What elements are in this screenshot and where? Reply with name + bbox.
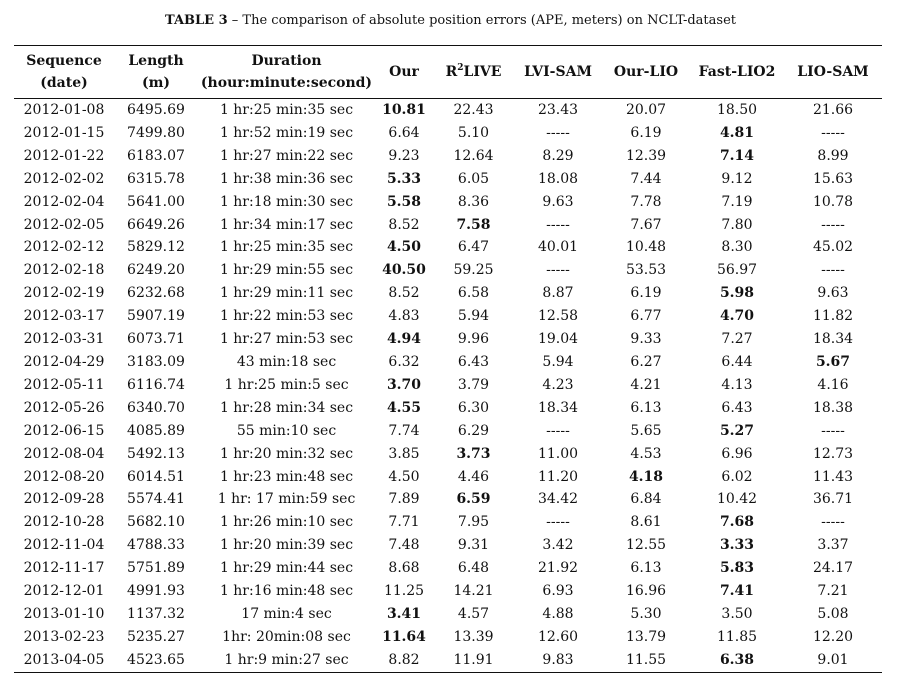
cell-lvi-sam: 4.23: [542, 376, 574, 393]
cell-duration: 17 min:4 sec: [241, 605, 332, 622]
cell-fast-lio2: 6.43: [721, 399, 753, 416]
cell-r2live: 12.64: [453, 147, 494, 164]
cell-duration: 1 hr:20 min:39 sec: [219, 537, 354, 554]
table-row: [14, 397, 882, 420]
cell-sequence: 2012-08-20: [23, 468, 105, 485]
cell-sequence: 2012-11-17: [23, 560, 105, 577]
table-row: [14, 214, 882, 237]
cell-lvi-sam: 9.63: [542, 193, 574, 210]
cell-our-lio: 11.55: [625, 651, 667, 668]
cell-fast-lio2: 7.27: [721, 331, 753, 348]
header-length: [114, 46, 198, 99]
cell-fast-lio2: 10.42: [716, 491, 758, 508]
cell-lio-sam: 9.01: [817, 651, 849, 668]
table-body: [14, 99, 882, 673]
table-header-row: [14, 46, 882, 99]
cell-sequence: 2012-05-26: [23, 399, 105, 416]
cell-lio-sam: 21.66: [812, 102, 854, 118]
table-row: [14, 99, 882, 122]
cell-our: 10.81: [382, 102, 426, 118]
header-length-line2: (m): [141, 75, 171, 91]
cell-length: 6014.51: [127, 468, 185, 485]
cell-our-lio: 9.33: [630, 331, 662, 348]
cell-lio-sam: 8.99: [817, 147, 849, 164]
cell-lvi-sam: 18.08: [537, 170, 579, 187]
cell-our-lio: 10.48: [625, 239, 667, 256]
cell-fast-lio2: 11.85: [716, 628, 758, 645]
header-r2live-base: R: [445, 64, 458, 80]
cell-fast-lio2: 5.27: [719, 422, 755, 439]
table-row: [14, 282, 882, 305]
cell-lvi-sam: 12.60: [537, 628, 579, 645]
cell-fast-lio2: 18.50: [716, 102, 758, 118]
table-row: [14, 374, 882, 397]
cell-our-lio: 5.65: [630, 422, 662, 439]
cell-lio-sam: 45.02: [812, 239, 854, 256]
cell-lvi-sam: 40.01: [537, 239, 579, 256]
cell-sequence: 2012-06-15: [23, 422, 105, 439]
cell-r2live: 7.58: [456, 216, 491, 233]
cell-duration: 1 hr:27 min:22 sec: [219, 147, 354, 164]
cell-our: 3.70: [386, 376, 422, 393]
cell-sequence: 2012-01-08: [23, 102, 105, 118]
cell-lvi-sam: 12.58: [537, 308, 579, 325]
ape-comparison-table: [14, 45, 882, 673]
cell-sequence: 2012-10-28: [23, 514, 105, 531]
cell-r2live: 4.46: [457, 468, 490, 485]
cell-our: 40.50: [382, 262, 426, 279]
cell-lio-sam: 15.63: [812, 170, 854, 187]
cell-sequence: 2012-03-31: [23, 331, 105, 348]
cell-length: 4991.93: [127, 583, 185, 600]
cell-sequence: 2012-05-11: [23, 376, 105, 393]
cell-lvi-sam: 6.93: [542, 583, 574, 600]
cell-length: 5907.19: [127, 308, 185, 325]
cell-sequence: 2013-02-23: [23, 628, 105, 645]
cell-our-lio: 7.78: [630, 193, 662, 210]
cell-our-lio: 7.44: [630, 170, 662, 187]
header-r2live: [433, 46, 514, 99]
cell-r2live: 11.91: [453, 651, 494, 668]
cell-r2live: 9.31: [457, 537, 490, 554]
cell-duration: 1 hr:16 min:48 sec: [219, 583, 354, 600]
cell-lvi-sam: 3.42: [542, 537, 574, 554]
table-row: [14, 328, 882, 351]
cell-our: 4.55: [386, 399, 422, 416]
cell-sequence: 2012-03-17: [23, 308, 105, 325]
cell-duration: 1 hr:52 min:19 sec: [219, 124, 354, 141]
cell-duration: 1 hr:18 min:30 sec: [219, 193, 354, 210]
cell-lio-sam: 12.73: [812, 445, 854, 462]
cell-duration: 1 hr:20 min:32 sec: [219, 445, 354, 462]
cell-our-lio: 6.77: [630, 308, 662, 325]
table-row: [14, 351, 882, 374]
cell-lvi-sam: 4.88: [542, 605, 574, 622]
cell-lvi-sam: -----: [546, 216, 570, 233]
table-row: [14, 443, 882, 466]
cell-sequence: 2012-02-19: [23, 285, 105, 302]
cell-lio-sam: 12.20: [812, 628, 854, 645]
table-row: [14, 259, 882, 282]
cell-our: 5.58: [386, 193, 422, 210]
cell-our: 6.32: [388, 353, 420, 370]
cell-r2live: 6.48: [457, 560, 490, 577]
cell-duration: 1 hr:25 min:35 sec: [219, 239, 354, 256]
cell-lvi-sam: -----: [546, 262, 570, 279]
cell-length: 5492.13: [127, 445, 185, 462]
cell-r2live: 3.79: [457, 376, 490, 393]
cell-sequence: 2012-09-28: [23, 491, 105, 508]
cell-sequence: 2012-02-18: [23, 262, 105, 279]
table-row: [14, 557, 882, 580]
cell-lio-sam: 11.82: [812, 308, 854, 325]
cell-lio-sam: 24.17: [812, 560, 854, 577]
cell-lvi-sam: 11.00: [537, 445, 579, 462]
cell-duration: 1 hr:29 min:55 sec: [219, 262, 354, 279]
cell-r2live: 6.29: [457, 422, 490, 439]
header-duration-line2: (hour:minute:second): [200, 75, 373, 91]
cell-our-lio: 4.21: [630, 376, 662, 393]
cell-lio-sam: 18.38: [812, 399, 854, 416]
table-row: [14, 603, 882, 626]
cell-duration: 1 hr:29 min:44 sec: [219, 560, 354, 577]
cell-sequence: 2012-02-02: [23, 170, 105, 187]
cell-lio-sam: 10.78: [812, 193, 854, 210]
header-lvi-sam: LVI-SAM: [524, 64, 592, 80]
cell-fast-lio2: 6.96: [721, 445, 753, 462]
cell-sequence: 2013-04-05: [23, 651, 105, 668]
cell-r2live: 9.96: [457, 331, 490, 348]
cell-fast-lio2: 56.97: [716, 262, 758, 279]
header-r2live-rest: LIVE: [463, 64, 502, 80]
cell-our-lio: 6.13: [630, 399, 662, 416]
header-sequence-line1: Sequence: [26, 53, 102, 69]
cell-fast-lio2: 7.19: [721, 193, 753, 210]
cell-r2live: 6.43: [457, 353, 490, 370]
table-row: [14, 488, 882, 511]
cell-length: 6649.26: [127, 216, 185, 233]
cell-length: 6073.71: [127, 331, 185, 348]
cell-r2live: 3.73: [456, 445, 491, 462]
cell-length: 5235.27: [127, 628, 185, 645]
cell-duration: 1 hr:23 min:48 sec: [219, 468, 354, 485]
cell-fast-lio2: 3.33: [719, 537, 755, 554]
cell-r2live: 14.21: [453, 583, 494, 600]
table-row: [14, 420, 882, 443]
cell-r2live: 22.43: [453, 102, 494, 118]
cell-lio-sam: -----: [821, 124, 845, 141]
cell-sequence: 2012-02-04: [23, 193, 105, 210]
table-row: [14, 168, 882, 191]
cell-lvi-sam: 9.83: [542, 651, 574, 668]
cell-duration: 55 min:10 sec: [236, 422, 337, 439]
cell-lio-sam: 9.63: [817, 285, 849, 302]
cell-lvi-sam: 8.29: [542, 147, 574, 164]
table-row: [14, 145, 882, 168]
cell-our: 8.52: [388, 216, 420, 233]
cell-lio-sam: -----: [821, 514, 845, 531]
cell-lvi-sam: 21.92: [537, 560, 579, 577]
cell-lvi-sam: 11.20: [537, 468, 579, 485]
cell-r2live: 5.10: [457, 124, 490, 141]
cell-our-lio: 20.07: [625, 102, 667, 118]
cell-our: 3.41: [386, 605, 422, 622]
cell-our-lio: 8.61: [630, 514, 662, 531]
cell-fast-lio2: 9.12: [721, 170, 753, 187]
cell-lio-sam: -----: [821, 422, 845, 439]
cell-length: 4788.33: [127, 537, 185, 554]
table-row: [14, 466, 882, 489]
cell-length: 4523.65: [127, 651, 185, 668]
cell-length: 5829.12: [127, 239, 185, 256]
cell-our-lio: 16.96: [625, 583, 667, 600]
cell-sequence: 2012-12-01: [23, 583, 105, 600]
cell-lvi-sam: -----: [546, 514, 570, 531]
cell-our: 7.89: [388, 491, 420, 508]
cell-sequence: 2012-01-15: [23, 124, 105, 141]
cell-lio-sam: 4.16: [817, 376, 849, 393]
cell-fast-lio2: 8.30: [721, 239, 753, 256]
cell-duration: 1 hr:25 min:35 sec: [219, 102, 354, 118]
cell-our: 7.71: [388, 514, 420, 531]
cell-our: 4.83: [388, 308, 420, 325]
cell-duration: 1 hr:38 min:36 sec: [219, 170, 354, 187]
cell-lio-sam: -----: [821, 216, 845, 233]
cell-lio-sam: -----: [821, 262, 845, 279]
cell-lvi-sam: 5.94: [542, 353, 574, 370]
cell-lvi-sam: 23.43: [537, 102, 579, 118]
cell-r2live: 8.36: [457, 193, 490, 210]
table-row: [14, 122, 882, 145]
cell-fast-lio2: 6.02: [721, 468, 753, 485]
table-row: [14, 534, 882, 557]
cell-duration: 1 hr:27 min:53 sec: [219, 331, 354, 348]
cell-r2live: 4.57: [457, 605, 490, 622]
cell-length: 5751.89: [127, 560, 185, 577]
cell-sequence: 2012-02-12: [23, 239, 105, 256]
cell-duration: 1 hr:22 min:53 sec: [219, 308, 354, 325]
cell-fast-lio2: 7.80: [721, 216, 753, 233]
cell-fast-lio2: 7.41: [719, 583, 755, 600]
table-caption: [0, 12, 901, 30]
cell-r2live: 59.25: [453, 262, 494, 279]
cell-sequence: 2012-04-29: [23, 353, 105, 370]
cell-sequence: 2013-01-10: [23, 605, 105, 622]
cell-length: 6183.07: [127, 147, 185, 164]
header-our-lio: Our-LIO: [613, 64, 679, 80]
table-row: [14, 305, 882, 328]
cell-lvi-sam: 34.42: [537, 491, 579, 508]
cell-lio-sam: 18.34: [812, 331, 854, 348]
cell-fast-lio2: 5.98: [719, 285, 755, 302]
cell-duration: 43 min:18 sec: [236, 353, 337, 370]
cell-length: 3183.09: [127, 353, 185, 370]
cell-sequence: 2012-11-04: [23, 537, 105, 554]
cell-fast-lio2: 5.83: [719, 560, 755, 577]
cell-length: 7499.80: [127, 124, 185, 141]
cell-duration: 1 hr:28 min:34 sec: [219, 399, 354, 416]
header-lio-sam: LIO-SAM: [797, 64, 869, 80]
cell-length: 6340.70: [127, 399, 185, 416]
cell-lio-sam: 5.08: [817, 605, 849, 622]
cell-our: 7.74: [388, 422, 420, 439]
cell-r2live: 7.95: [457, 514, 490, 531]
cell-r2live: 6.05: [457, 170, 490, 187]
cell-fast-lio2: 7.14: [719, 147, 755, 164]
cell-lio-sam: 36.71: [812, 491, 854, 508]
cell-length: 4085.89: [127, 422, 185, 439]
cell-lvi-sam: -----: [546, 422, 570, 439]
cell-length: 5574.41: [127, 491, 185, 508]
table-caption-text: – The comparison of absolute position errors (APE, meters) on NCLT-dataset: [227, 13, 736, 28]
table-row: [14, 191, 882, 214]
cell-length: 1137.32: [127, 605, 185, 622]
cell-lvi-sam: 19.04: [537, 331, 579, 348]
cell-our: 4.50: [386, 239, 422, 256]
header-length-line1: Length: [128, 53, 184, 69]
cell-our-lio: 6.13: [630, 560, 662, 577]
cell-r2live: 5.94: [457, 308, 490, 325]
cell-lvi-sam: -----: [546, 124, 570, 141]
cell-our-lio: 7.67: [630, 216, 662, 233]
cell-our: 8.52: [388, 285, 420, 302]
table-row: [14, 511, 882, 534]
cell-our-lio: 4.53: [630, 445, 662, 462]
table-caption-label: TABLE 3: [164, 13, 228, 28]
cell-length: 6495.69: [127, 102, 185, 118]
cell-our: 7.48: [388, 537, 420, 554]
cell-sequence: 2012-02-05: [23, 216, 105, 233]
cell-lio-sam: 7.21: [817, 583, 849, 600]
cell-our-lio: 6.84: [630, 491, 662, 508]
cell-lio-sam: 3.37: [817, 537, 849, 554]
cell-our-lio: 5.30: [630, 605, 662, 622]
header-r2live-sup: 2: [457, 63, 464, 73]
cell-our-lio: 4.18: [628, 468, 664, 485]
cell-our-lio: 6.19: [630, 285, 662, 302]
cell-our: 11.64: [382, 628, 426, 645]
cell-r2live: 6.47: [457, 239, 490, 256]
cell-fast-lio2: 4.70: [719, 308, 755, 325]
cell-length: 6116.74: [127, 376, 185, 393]
table-row: [14, 236, 882, 259]
cell-length: 6249.20: [127, 262, 185, 279]
cell-fast-lio2: 4.13: [721, 376, 753, 393]
cell-duration: 1 hr:34 min:17 sec: [219, 216, 354, 233]
table-row: [14, 580, 882, 603]
cell-sequence: 2012-01-22: [23, 147, 105, 164]
table-row: [14, 626, 882, 649]
cell-fast-lio2: 3.50: [721, 605, 753, 622]
cell-lio-sam: 5.67: [815, 353, 851, 370]
cell-duration: 1 hr:25 min:5 sec: [224, 376, 349, 393]
cell-length: 5641.00: [127, 193, 185, 210]
header-our: Our: [389, 64, 419, 80]
cell-fast-lio2: 6.44: [721, 353, 753, 370]
cell-our: 4.94: [386, 331, 422, 348]
header-duration: [198, 46, 375, 99]
cell-lvi-sam: 8.87: [542, 285, 574, 302]
cell-our: 3.85: [388, 445, 420, 462]
cell-duration: 1 hr:26 min:10 sec: [219, 514, 354, 531]
cell-r2live: 6.30: [457, 399, 490, 416]
cell-our: 8.82: [388, 651, 420, 668]
cell-r2live: 6.59: [456, 491, 491, 508]
cell-duration: 1 hr:29 min:11 sec: [219, 285, 354, 302]
cell-our: 6.64: [388, 124, 420, 141]
cell-our-lio: 6.27: [630, 353, 662, 370]
cell-our-lio: 53.53: [625, 262, 667, 279]
cell-fast-lio2: 7.68: [719, 514, 755, 531]
cell-our-lio: 13.79: [625, 628, 667, 645]
header-sequence: [14, 46, 114, 99]
cell-sequence: 2012-08-04: [23, 445, 105, 462]
cell-our: 9.23: [388, 147, 420, 164]
cell-length: 6232.68: [127, 285, 185, 302]
cell-length: 6315.78: [127, 170, 185, 187]
cell-r2live: 6.58: [457, 285, 490, 302]
cell-our-lio: 12.55: [625, 537, 667, 554]
cell-duration: 1 hr: 17 min:59 sec: [217, 491, 356, 508]
cell-our-lio: 12.39: [625, 147, 667, 164]
cell-length: 5682.10: [127, 514, 185, 531]
cell-our: 11.25: [383, 583, 425, 600]
cell-fast-lio2: 6.38: [719, 651, 755, 668]
cell-our-lio: 6.19: [630, 124, 662, 141]
cell-fast-lio2: 4.81: [719, 124, 755, 141]
cell-duration: 1 hr:9 min:27 sec: [224, 651, 349, 668]
cell-lio-sam: 11.43: [812, 468, 854, 485]
cell-our: 8.68: [388, 560, 420, 577]
header-sequence-line2: (date): [40, 75, 88, 91]
header-duration-line1: Duration: [251, 53, 322, 69]
cell-our: 4.50: [388, 468, 420, 485]
table-row: [14, 649, 882, 672]
cell-r2live: 13.39: [453, 628, 494, 645]
cell-our: 5.33: [386, 170, 422, 187]
cell-lvi-sam: 18.34: [537, 399, 579, 416]
header-fast-lio2: Fast-LIO2: [698, 64, 776, 80]
cell-duration: 1hr: 20min:08 sec: [222, 628, 351, 645]
